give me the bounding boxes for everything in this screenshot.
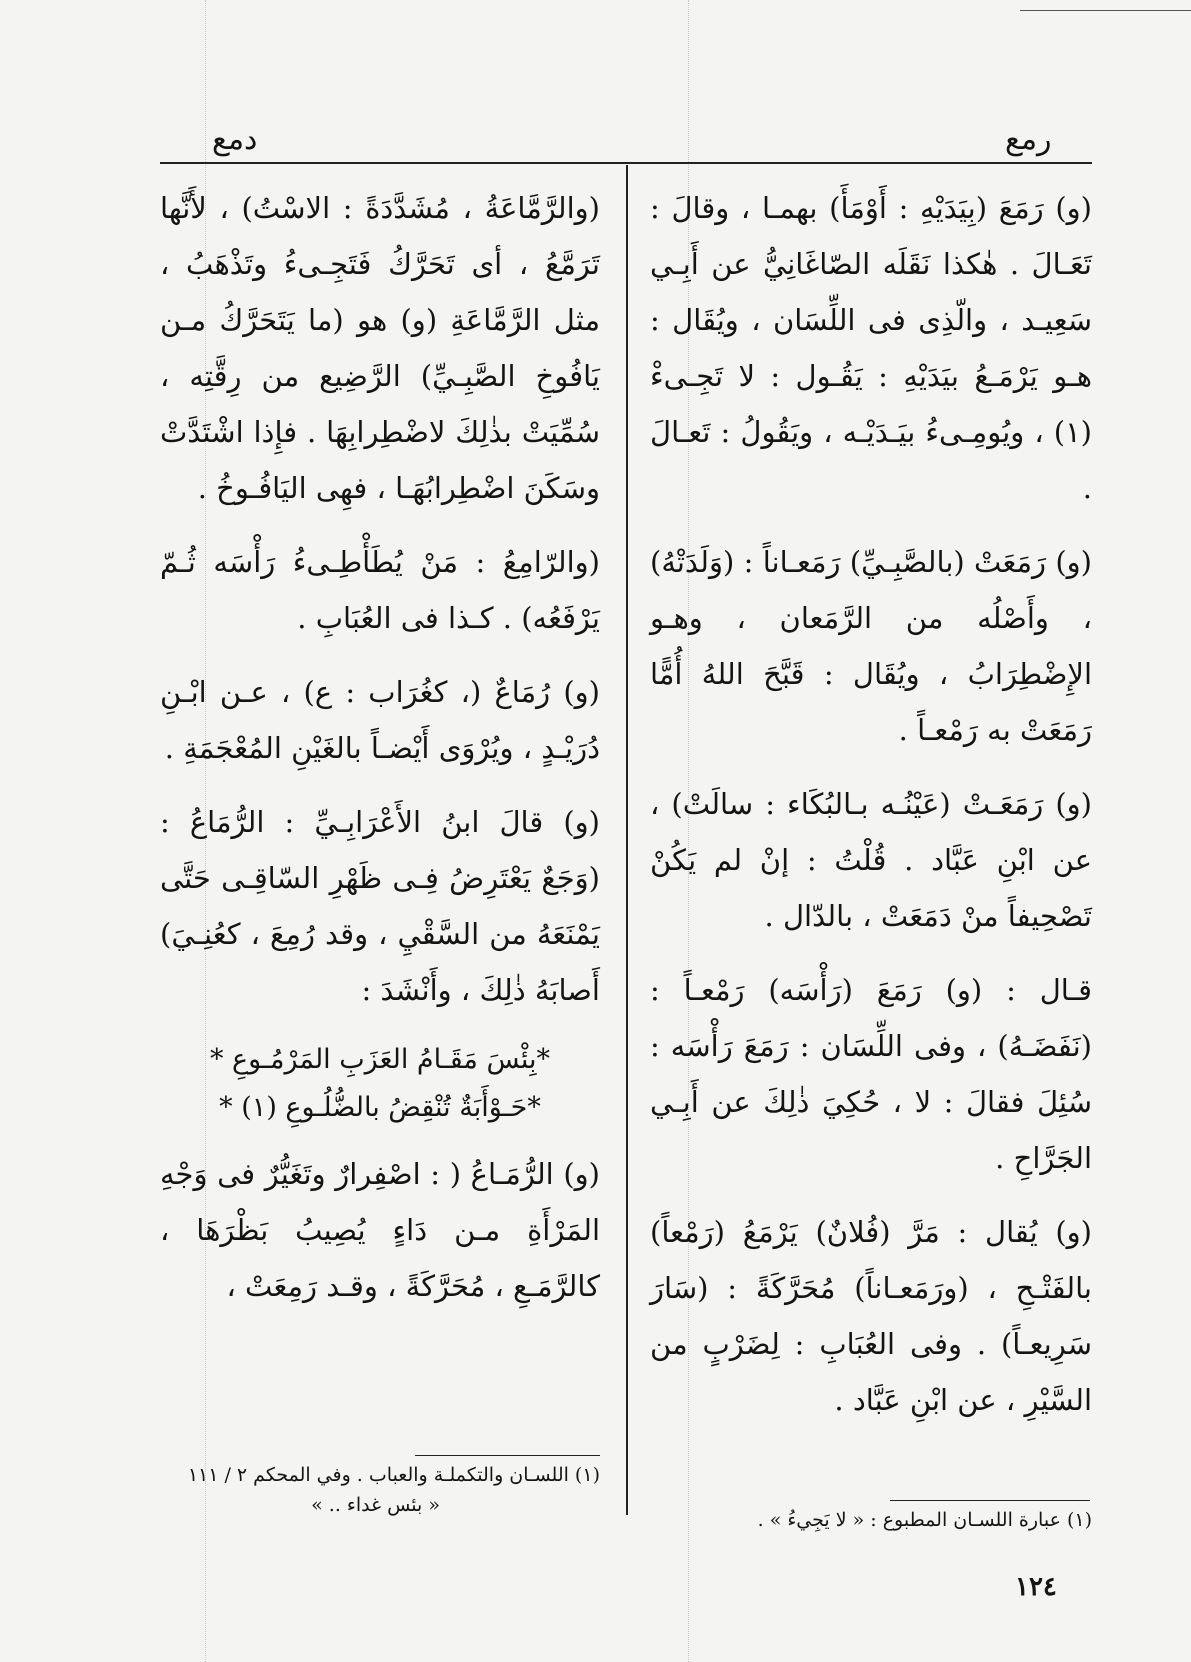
entry-paragraph: (و) يُقال : مَرَّ (فُلانٌ) يَرْمَعُ (رَمْعاً) بالفَتْـحِ ، (ورَمَعـاناً) مُحَرَّكَةً : (سَارَ سَرِيعـاً) . وفى العُبَابِ : لِضَرْبٍ من السَّيْرِ ، عن ابْنِ عَبَّاد . <box>650 1215 1092 1417</box>
entry-paragraph: (والرَّمَّاعَةُ ، مُشَدَّدَةً : الاسْتُ) ، لأَنَّها تَرَمَّعُ ، أى تَحَرَّكُ فَتَجِـىءُ وتَذْهَبُ ، مثل الرَّمَّاعَةِ (و) هو (ما يَتَحَرَّكُ مـن يَافُوخِ الصَّبِـيِّ) الرَّضِيع من رِقَّتِه ، سُمِّيَتْ بذٰلِكَ لاضْطِرابِهَا . فإِذا اشْتَدَّتْ وسَكَنَ اضْطِرابُهَـا ، فهِى اليَافُـوخُ . <box>160 191 600 505</box>
footnote-line: « بئس غداء .. » <box>311 1494 440 1516</box>
poetry-verse <box>160 1036 600 1132</box>
entry-paragraph: (و) قالَ ابنُ الأَعْرَابِـيِّ : الرُّمَاعُ : (وَجَعٌ يَعْتَرِضُ فِـى ظَهْرِ السّاقِـى حَتَّى يَمْنَعَهُ من السَّقْيِ ، وقد رُمِعَ ، كعُنِـيَ) أَصابَهُ ذٰلِكَ ، وأَنْشَدَ : <box>160 805 600 1007</box>
header-root-word-left: دمع <box>212 122 258 157</box>
page-number: ١٢٤ <box>1015 1572 1057 1602</box>
footnote-right: (١) عبارة اللسـان المطبوع : « لا يَجِيءُ » . <box>757 1509 1092 1531</box>
right-column <box>650 180 1092 1446</box>
entry-paragraph: (و) رَمَعَتْ (بالصَّبِـيِّ) رَمَعـاناً : (وَلَدَتْهُ) ، وأَصْلُه من الرَّمَعان ، وهـو الإِضْطِرَابُ ، ويُقَال : قَبَّحَ اللهُ أُمًّا رَمَعَتْ به رَمْعـاً . <box>650 545 1092 747</box>
footnote-rule-left <box>415 1455 600 1456</box>
entry-paragraph: (و) رُمَاعٌ (، كغُرَاب : ع) ، عـن ابْـنِ دُرَيْـدٍ ، ويُرْوَى أَيْضـاً بالغَيْنِ المُعْجَمَةِ . <box>160 675 600 765</box>
verse-line: *بِئْسَ مَقَـامُ العَزَبِ المَرْمُـوعِ * <box>209 1044 551 1075</box>
footnote-rule-right <box>890 1500 1090 1501</box>
top-edge-rule <box>1020 10 1191 11</box>
entry-paragraph: قـال : (و) رَمَعَ (رَأْسَه) رَمْعـاً : (نَفَضَـهُ) ، وفى اللِّسَان : رَمَعَ رَأْسَه : سُئِلَ فقالَ : لا ، حُكِيَ ذٰلِكَ عن أَبِـي الجَرَّاحِ . <box>650 973 1092 1175</box>
entry-paragraph: (والرّامِعُ : مَنْ يُطَأْطِـىءُ رَأْسَه ثُـمّ يَرْفَعُه) . كـذا فى العُبَابِ . <box>160 545 600 635</box>
column-divider <box>626 165 628 1515</box>
entry-paragraph: (و) الرُّمَـاعُ ( : اصْفِرارٌ وتَغَيُّرٌ فى وَجْهِ المَرْأَةِ مـن دَاءٍ يُصِيبُ بَظْرَهَا ، كالرَّمَـعِ ، مُحَرَّكَةً ، وقـد رَمِعَتْ ، <box>160 1157 600 1303</box>
verse-line: *حَـوْأَبَةٌ تُنْقِضُ بالضُّلُـوعِ (١) * <box>219 1092 541 1123</box>
footnote-left <box>160 1460 600 1520</box>
header-rule <box>160 162 1092 164</box>
header-root-word-right: رمع <box>1005 122 1052 157</box>
left-column <box>160 180 600 1332</box>
entry-paragraph: (و) رَمَعَـتْ (عَيْنُـه بـالبُكَاء : سالَتْ) ، عن ابْنِ عَبَّاد . قُلْتُ : إنْ لم يَكُنْ تَصْحِيفاً منْ دَمَعَتْ ، بالدّال . <box>650 787 1092 933</box>
footnote-line: (١) اللسـان والتكملـة والعباب . وفي المحكم ٢ / ١١١ <box>187 1464 600 1486</box>
entry-paragraph: (و) رَمَعَ (بِيَدَيْهِ : أَوْمَأَ) بهمـا ، وقالَ : تَعَـالَ . هٰكذا نَقَلَه الصّاغَانِيُّ عن أَبِـي سَعِيـد ، والّذِى فى اللِّسَان ، ويُقَال : هـو يَرْمَـعُ بيَدَيْهِ : يَقُـول : لا تَجِـىءْ (١) ، ويُومِـىءُ بيَـدَيْـه ، ويَقُولُ : تَعـالَ . <box>650 191 1092 505</box>
